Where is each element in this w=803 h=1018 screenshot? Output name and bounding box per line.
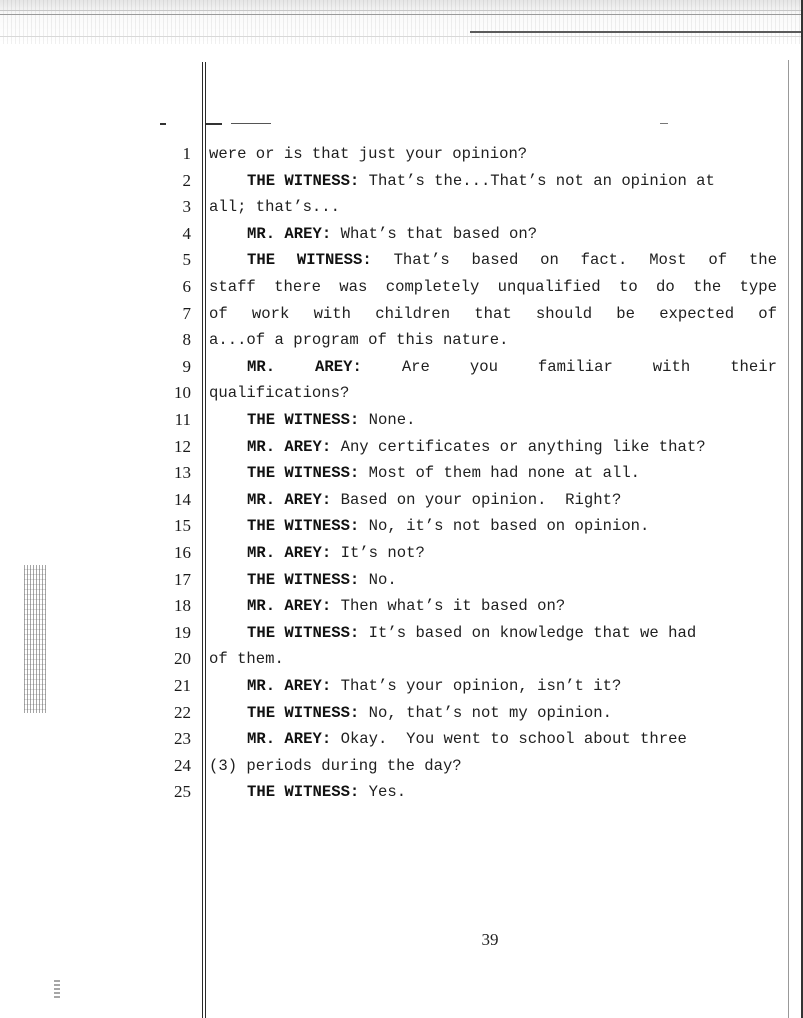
spoken-text: None.	[368, 411, 416, 430]
spoken-text: It’s not?	[340, 544, 425, 563]
speaker-label: MR. AREY:	[247, 544, 332, 563]
line-text	[209, 753, 777, 779]
spoken-text: staff there was completely unqualified to do the type	[209, 278, 777, 297]
transcript-line	[0, 274, 803, 300]
transcript-line	[0, 673, 803, 699]
spoken-text: Any certificates or anything like that?	[340, 437, 706, 456]
line-number: 22	[174, 702, 191, 722]
line-text	[209, 513, 777, 539]
line-number: 23	[174, 729, 191, 749]
speaker-label: MR. AREY:	[247, 677, 332, 696]
speaker-label: THE WITNESS:	[247, 517, 360, 536]
transcript-line	[0, 327, 803, 353]
line-number: 12	[174, 436, 191, 456]
speaker-label: THE WITNESS:	[247, 783, 360, 802]
speaker-label: THE WITNESS:	[247, 464, 360, 483]
speaker-label: THE WITNESS:	[247, 251, 372, 270]
scan-line	[470, 31, 803, 33]
spoken-text: Are you familiar with their	[401, 357, 777, 376]
line-text	[209, 540, 777, 566]
transcript-line	[0, 168, 803, 194]
spoken-text: of them.	[209, 650, 284, 669]
speaker-label: MR. AREY:	[247, 224, 332, 243]
line-text	[209, 141, 777, 167]
spoken-text: That’s the...That’s not an opinion at	[368, 171, 715, 190]
line-text	[209, 301, 777, 327]
transcript-line	[0, 567, 803, 593]
spoken-text: a...of a program of this nature.	[209, 331, 509, 350]
transcript-line	[0, 593, 803, 619]
line-text	[209, 673, 777, 699]
line-text	[209, 460, 777, 486]
line-number: 15	[174, 516, 191, 536]
margin-mark	[160, 123, 166, 125]
line-text	[209, 434, 777, 460]
line-text	[209, 380, 777, 406]
transcript-line	[0, 513, 803, 539]
line-text	[209, 646, 777, 672]
spoken-text: of work with children that should be expected of	[209, 304, 777, 323]
spoken-text: That’s based on fact. Most of the	[393, 251, 778, 270]
transcript-line	[0, 779, 803, 805]
line-text	[209, 593, 777, 619]
line-text	[209, 168, 777, 194]
line-number: 7	[182, 303, 191, 323]
line-text	[209, 274, 777, 300]
line-text	[209, 620, 777, 646]
spoken-text: Okay. You went to school about three	[340, 730, 687, 749]
transcript-line	[0, 301, 803, 327]
speaker-label: MR. AREY:	[247, 597, 332, 616]
spoken-text: No, that’s not my opinion.	[368, 703, 612, 722]
line-number: 5	[182, 250, 191, 270]
transcript-line	[0, 141, 803, 167]
speaker-label: THE WITNESS:	[247, 171, 360, 190]
line-text	[209, 327, 777, 353]
transcript-line	[0, 354, 803, 380]
line-text	[209, 779, 777, 805]
spoken-text: Then what’s it based on?	[340, 597, 566, 616]
page-number: 39	[481, 930, 499, 949]
spoken-text: were or is that just your opinion?	[209, 145, 528, 164]
transcript-line	[0, 460, 803, 486]
line-number: 10	[174, 383, 191, 403]
line-text	[209, 354, 777, 380]
spoken-text: all; that’s...	[209, 198, 341, 217]
speaker-label: MR. AREY:	[247, 357, 362, 376]
line-number: 18	[174, 596, 191, 616]
transcript-line	[0, 700, 803, 726]
speaker-label: THE WITNESS:	[247, 411, 360, 430]
line-text	[209, 726, 777, 752]
transcript-line	[0, 753, 803, 779]
transcript-line	[0, 247, 803, 273]
line-number: 3	[182, 197, 191, 217]
transcript-line	[0, 620, 803, 646]
scan-artifact-top	[0, 0, 803, 44]
scan-line	[0, 10, 803, 11]
line-text	[209, 567, 777, 593]
spoken-text: (3) periods during the day?	[209, 756, 462, 775]
spoken-text: Based on your opinion. Right?	[340, 490, 622, 509]
speaker-label: MR. AREY:	[247, 437, 332, 456]
transcript-line	[0, 726, 803, 752]
transcript-line	[0, 434, 803, 460]
speaker-label: THE WITNESS:	[247, 570, 360, 589]
transcript-line	[0, 487, 803, 513]
transcript-line	[0, 407, 803, 433]
spoken-text: Most of them had none at all.	[368, 464, 641, 483]
line-text	[209, 700, 777, 726]
transcript-line	[0, 221, 803, 247]
line-text	[209, 221, 777, 247]
line-number: 11	[174, 410, 191, 430]
line-number: 16	[174, 543, 191, 563]
speaker-label: THE WITNESS:	[247, 703, 360, 722]
speaker-label: MR. AREY:	[247, 490, 332, 509]
line-number: 13	[174, 463, 191, 483]
margin-mark	[231, 123, 271, 124]
scan-artifact-left	[54, 980, 60, 1000]
line-text	[209, 194, 777, 220]
transcript-line	[0, 380, 803, 406]
transcript-line	[0, 646, 803, 672]
spoken-text: It’s based on knowledge that we had	[368, 623, 697, 642]
line-number: 21	[174, 676, 191, 696]
line-number: 1	[182, 144, 191, 164]
line-number: 14	[174, 489, 191, 509]
spoken-text: qualifications?	[209, 384, 350, 403]
transcript-line	[0, 194, 803, 220]
spoken-text: No.	[368, 570, 397, 589]
line-number: 4	[182, 223, 191, 243]
spoken-text: Yes.	[368, 783, 407, 802]
margin-mark	[660, 123, 668, 124]
spoken-text: That’s your opinion, isn’t it?	[340, 677, 622, 696]
transcript-line	[0, 540, 803, 566]
margin-mark	[206, 123, 222, 125]
line-number: 19	[174, 622, 191, 642]
spoken-text: What’s that based on?	[340, 224, 538, 243]
scan-line	[0, 36, 803, 37]
line-number: 20	[174, 649, 191, 669]
line-text	[209, 407, 777, 433]
line-number: 17	[174, 569, 191, 589]
speaker-label: THE WITNESS:	[247, 623, 360, 642]
line-text	[209, 487, 777, 513]
line-number: 6	[182, 277, 191, 297]
speaker-label: MR. AREY:	[247, 730, 332, 749]
line-number: 25	[174, 782, 191, 802]
line-number: 8	[182, 330, 191, 350]
spoken-text: No, it’s not based on opinion.	[368, 517, 650, 536]
scan-line	[0, 14, 803, 15]
line-number: 9	[182, 356, 191, 376]
line-text	[209, 247, 777, 273]
line-number: 24	[174, 755, 191, 775]
line-number: 2	[182, 170, 191, 190]
